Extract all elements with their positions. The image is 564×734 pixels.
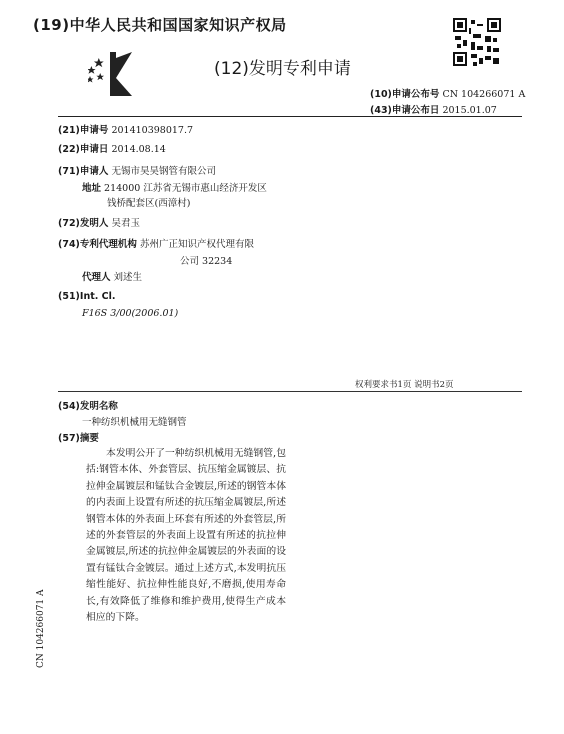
- publication-number-label: (10)申请公布号: [370, 89, 440, 100]
- invention-title-label: (54)发明名称: [58, 401, 118, 412]
- publication-date: [370, 102, 497, 116]
- abstract-text: 本发明公开了一种纺织机械用无缝钢管,包括:钢管本体、外套管层、抗压缩金属镀层、抗拉伸金属镀层和锰钛合金镀层,所述的钢管本体的内表面上设置有所述的抗压缩金属镀层,所述钢管本体的外表面上环套有所述的外套管层,所述的外套管层的外表面上设置有所述的抗拉伸金属镀层,所述的抗拉伸金属镀层的外表面的设置有锰钛合金镀层。通过上述方式,本发明抗压缩性能好、抗拉伸性能良好,不磨损,使用寿命长,有效降低了维修和维护费用,使得生产成本相应的下降。: [86, 448, 286, 624]
- agent-value: 刘述生: [113, 272, 143, 283]
- address-line-1: 214000 江苏省无锡市惠山经济开发区: [104, 183, 267, 194]
- application-number-value: 201410398017.7: [111, 125, 194, 136]
- publication-number-value: CN 104266071 A: [442, 89, 526, 100]
- section-divider: [58, 391, 522, 392]
- inventor-label: (72)发明人: [58, 218, 109, 229]
- inventor: [58, 215, 140, 229]
- int-cl-label: (51)Int. Cl.: [58, 291, 116, 302]
- publication-date-label: (43)申请公布日: [370, 105, 440, 116]
- filing-date-value: 2014.08.14: [111, 144, 166, 155]
- patent-agency-line-1: 苏州广正知识产权代理有限: [139, 239, 254, 250]
- patent-agency-line-2: 公司 32234: [180, 256, 233, 267]
- applicant-label: (71)申请人: [58, 166, 109, 177]
- office-header: (19)中华人民共和国国家知识产权局: [33, 16, 287, 34]
- patent-agency-label: (74)专利代理机构: [58, 239, 137, 250]
- document-type-title: (12)发明专利申请: [214, 59, 351, 79]
- invention-title: 一种纺织机械用无缝钢管: [82, 417, 187, 428]
- address-line-2: 钱桥配套区(西漳村): [107, 198, 191, 209]
- address-label: 地址: [82, 183, 102, 194]
- abstract-label: (57)摘要: [58, 433, 99, 444]
- qr-code-icon: [453, 18, 501, 66]
- int-cl-value: F16S 3/00(2006.01): [82, 308, 179, 319]
- filing-date-label: (22)申请日: [58, 144, 109, 155]
- agent: [82, 269, 142, 283]
- publication-number: [370, 86, 525, 100]
- applicant: [58, 163, 216, 177]
- patent-agency: [58, 236, 254, 250]
- application-number: [58, 122, 193, 136]
- application-number-label: (21)申请号: [58, 125, 109, 136]
- header-divider: [58, 116, 522, 117]
- applicant-value: 无锡市昊昊钢管有限公司: [111, 166, 216, 177]
- filing-date: [58, 141, 166, 155]
- pages-info: 权利要求书1页 说明书2页: [355, 380, 454, 390]
- publication-date-value: 2015.01.07: [442, 105, 497, 116]
- agent-label: 代理人: [82, 272, 111, 283]
- inventor-value: 吴君玉: [111, 218, 140, 229]
- side-publication-number: CN 104266071 A: [36, 589, 46, 668]
- address: [82, 180, 267, 194]
- cnipa-logo-icon: [88, 48, 136, 100]
